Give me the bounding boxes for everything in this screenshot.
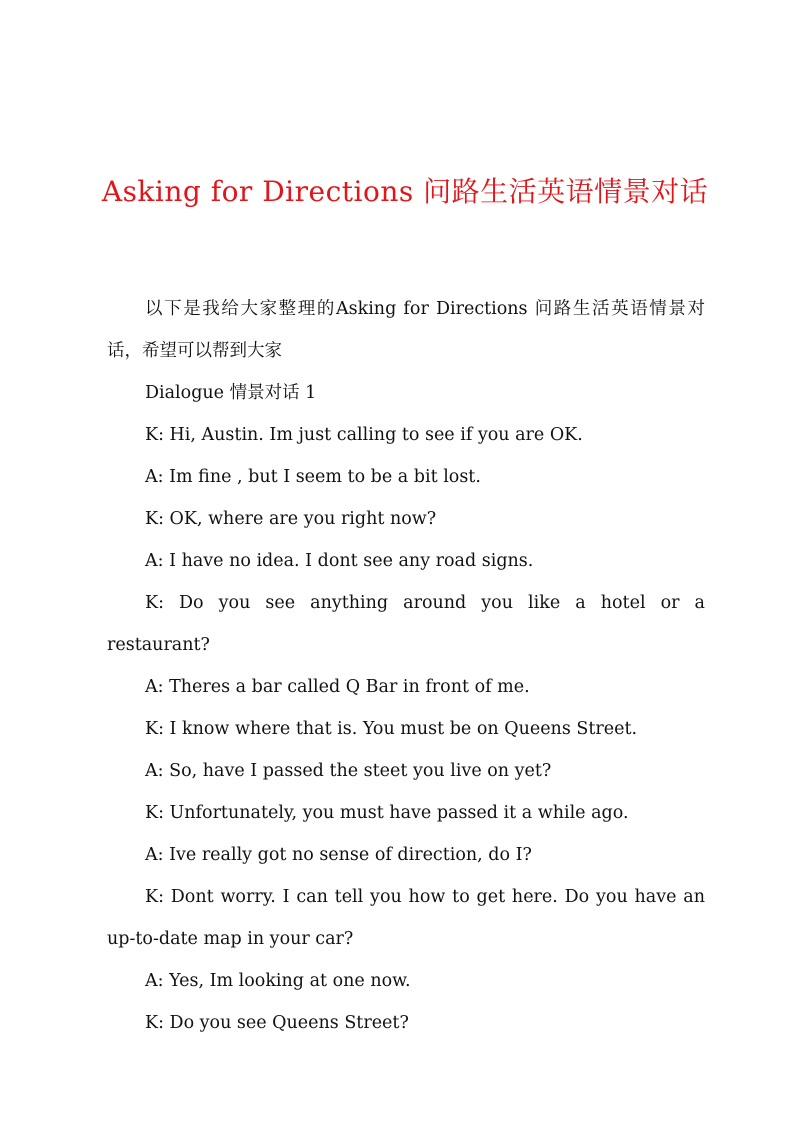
dialogue-line: K: Unfortunately, you must have passed it a while ago. (145, 803, 629, 823)
dialogue-line: K: Do you see Queens Street? (145, 1013, 409, 1033)
dialogue-line: A: Yes, Im looking at one now. (145, 971, 411, 991)
dialogue-line: K: Dont worry. I can tell you how to get here. Do you have an up-to-date map in your car? (107, 887, 705, 949)
dialogue-line: K: I know where that is. You must be on Queens Street. (145, 719, 638, 739)
dialogue-line: A: I have no idea. I dont see any road signs. (145, 551, 534, 571)
dialogue-line: A: Ive really got no sense of direction, do I? (145, 845, 532, 865)
intro-paragraph: 以下是我给大家整理的Asking for Directions 问路生活英语情景对话，希望可以帮到大家 (107, 299, 705, 361)
dialogue-line: A: So, have I passed the steet you live on yet? (145, 761, 552, 781)
dialogue-line: K: Do you see anything around you like a hotel or a restaurant? (107, 593, 705, 655)
dialogue-line: K: OK, where are you right now? (145, 509, 437, 529)
dialogue-line: K: Hi, Austin. Im just calling to see if you are OK. (145, 425, 583, 445)
dialogue-line: A: Im fine , but I seem to be a bit lost. (145, 467, 481, 487)
document-body (107, 288, 705, 1044)
dialogue-line: A: Theres a bar called Q Bar in front of me. (145, 677, 530, 697)
section-heading: Dialogue 情景对话 1 (145, 383, 317, 403)
document-title: Asking for Directions 问路生活英语情景对话 (101, 175, 709, 208)
